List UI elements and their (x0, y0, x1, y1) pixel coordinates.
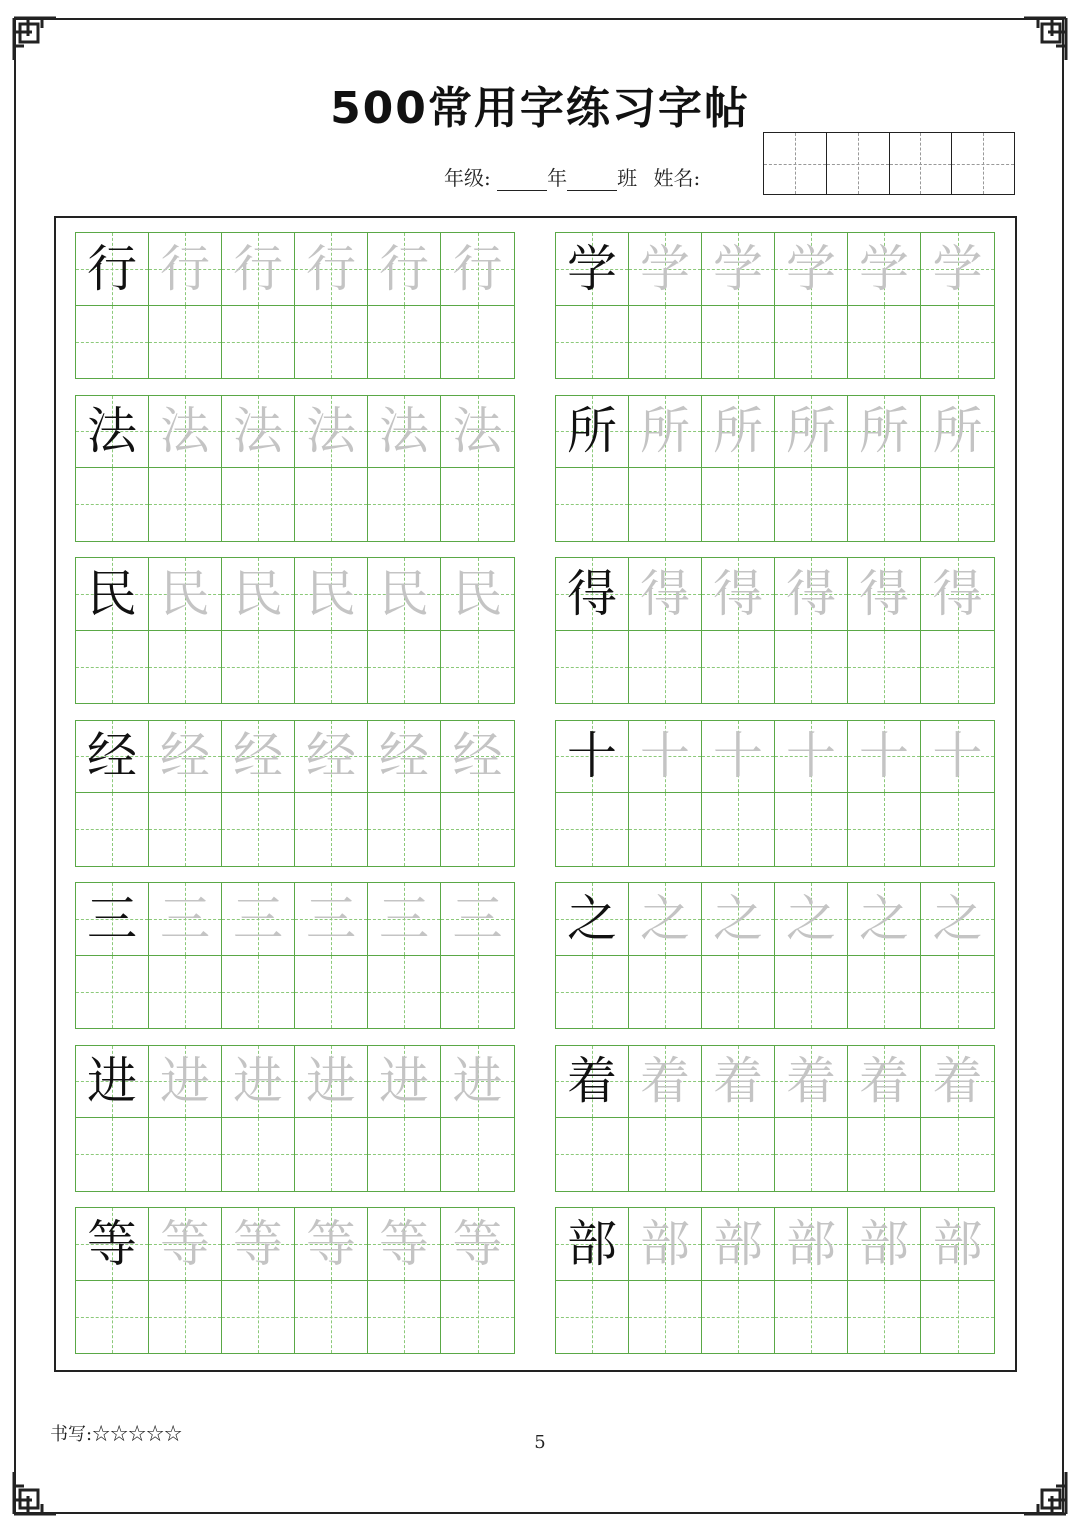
blank-practice-cell[interactable] (76, 1118, 149, 1191)
blank-practice-cell[interactable] (702, 793, 775, 866)
blank-practice-cell[interactable] (441, 306, 514, 379)
model-cell (76, 558, 149, 631)
trace-cell (368, 883, 441, 956)
trace-cell (775, 721, 848, 794)
blank-practice-cell[interactable] (441, 631, 514, 704)
name-box[interactable] (827, 133, 890, 194)
blank-practice-cell[interactable] (556, 793, 629, 866)
model-character: 三 (87, 889, 137, 948)
blank-practice-cell[interactable] (368, 306, 441, 379)
blank-practice-cell[interactable] (702, 468, 775, 541)
trace-character: 法 (306, 402, 356, 461)
trace-cell (368, 721, 441, 794)
blank-practice-cell[interactable] (848, 631, 921, 704)
blank-practice-cell[interactable] (556, 956, 629, 1029)
rating-label: 书写: (50, 1424, 93, 1445)
model-cell (76, 233, 149, 306)
practice-block-right-5 (555, 882, 995, 1029)
blank-practice-cell[interactable] (295, 1281, 368, 1354)
trace-character: 着 (786, 1052, 836, 1111)
trace-cell (629, 1046, 702, 1119)
trace-character: 学 (640, 239, 690, 298)
trace-character: 所 (786, 402, 836, 461)
trace-character: 十 (640, 727, 690, 786)
trace-cell (702, 721, 775, 794)
trace-cell (848, 1208, 921, 1281)
trace-character: 学 (932, 239, 983, 298)
name-box[interactable] (764, 133, 827, 194)
trace-character: 行 (233, 239, 283, 298)
blank-practice-cell[interactable] (775, 793, 848, 866)
model-character: 进 (87, 1052, 137, 1111)
blank-practice-cell[interactable] (921, 793, 994, 866)
practice-block-right-3 (555, 557, 995, 704)
practice-block-left-2 (75, 395, 515, 542)
trace-character: 十 (932, 727, 983, 786)
trace-character: 部 (640, 1214, 690, 1273)
blank-practice-cell[interactable] (368, 468, 441, 541)
trace-character: 得 (932, 564, 983, 623)
trace-cell (702, 1208, 775, 1281)
trace-cell (149, 1046, 222, 1119)
model-cell (76, 883, 149, 956)
trace-character: 十 (713, 727, 763, 786)
model-character: 等 (87, 1214, 137, 1273)
blank-practice-cell[interactable] (441, 793, 514, 866)
trace-character: 十 (786, 727, 836, 786)
trace-character: 进 (233, 1052, 283, 1111)
trace-cell (848, 721, 921, 794)
trace-character: 经 (233, 727, 283, 786)
blank-practice-cell[interactable] (149, 793, 222, 866)
trace-cell (222, 1208, 295, 1281)
blank-practice-cell[interactable] (295, 956, 368, 1029)
blank-practice-cell[interactable] (629, 1281, 702, 1354)
blank-practice-cell[interactable] (149, 956, 222, 1029)
blank-practice-cell[interactable] (921, 956, 994, 1029)
trace-cell (629, 558, 702, 631)
blank-practice-cell[interactable] (76, 793, 149, 866)
trace-character: 着 (932, 1052, 983, 1111)
blank-practice-cell[interactable] (149, 306, 222, 379)
blank-practice-cell[interactable] (368, 1118, 441, 1191)
trace-cell (149, 721, 222, 794)
trace-cell (629, 396, 702, 469)
trace-cell (775, 233, 848, 306)
blank-practice-cell[interactable] (702, 306, 775, 379)
practice-block-right-2 (555, 395, 995, 542)
trace-character: 部 (859, 1214, 909, 1273)
model-character: 之 (567, 889, 617, 948)
corner-ornament-bottom-left (12, 1470, 58, 1516)
trace-character: 之 (932, 889, 983, 948)
trace-cell (848, 233, 921, 306)
model-cell (556, 233, 629, 306)
blank-practice-cell[interactable] (848, 793, 921, 866)
blank-practice-cell[interactable] (848, 956, 921, 1029)
trace-cell (368, 396, 441, 469)
trace-cell (921, 1208, 994, 1281)
trace-character: 民 (306, 564, 356, 623)
trace-character: 行 (160, 239, 210, 298)
trace-character: 学 (859, 239, 909, 298)
blank-practice-cell[interactable] (222, 1281, 295, 1354)
trace-character: 得 (640, 564, 690, 623)
trace-character: 进 (306, 1052, 356, 1111)
trace-cell (629, 721, 702, 794)
trace-cell (921, 233, 994, 306)
year-label: 年 (547, 166, 568, 190)
trace-cell (921, 883, 994, 956)
blank-practice-cell[interactable] (556, 1118, 629, 1191)
trace-cell (775, 1208, 848, 1281)
trace-cell (921, 396, 994, 469)
model-character: 民 (87, 564, 137, 623)
trace-character: 学 (786, 239, 836, 298)
blank-practice-cell[interactable] (556, 468, 629, 541)
blank-practice-cell[interactable] (76, 468, 149, 541)
trace-character: 等 (306, 1214, 356, 1273)
model-character: 十 (567, 727, 617, 786)
trace-cell (368, 558, 441, 631)
model-cell (76, 1208, 149, 1281)
trace-cell (921, 1046, 994, 1119)
trace-character: 进 (160, 1052, 210, 1111)
practice-block-left-6 (75, 1045, 515, 1192)
blank-practice-cell[interactable] (848, 1118, 921, 1191)
blank-practice-cell[interactable] (76, 306, 149, 379)
blank-practice-cell[interactable] (702, 631, 775, 704)
name-writing-boxes[interactable] (763, 132, 1015, 195)
blank-practice-cell[interactable] (921, 631, 994, 704)
blank-practice-cell[interactable] (775, 468, 848, 541)
model-cell (556, 721, 629, 794)
trace-cell (368, 1208, 441, 1281)
trace-character: 所 (640, 402, 690, 461)
model-cell (556, 558, 629, 631)
trace-character: 三 (160, 889, 210, 948)
trace-character: 所 (932, 402, 983, 461)
blank-practice-cell[interactable] (775, 1281, 848, 1354)
trace-cell (775, 883, 848, 956)
model-cell (556, 883, 629, 956)
trace-character: 法 (233, 402, 283, 461)
blank-practice-cell[interactable] (629, 1118, 702, 1191)
blank-practice-cell[interactable] (222, 468, 295, 541)
trace-character: 得 (786, 564, 836, 623)
practice-block-left-5 (75, 882, 515, 1029)
blank-practice-cell[interactable] (775, 631, 848, 704)
trace-character: 得 (859, 564, 909, 623)
trace-cell (295, 558, 368, 631)
trace-cell (775, 1046, 848, 1119)
trace-cell (441, 233, 514, 306)
blank-practice-cell[interactable] (149, 631, 222, 704)
trace-character: 进 (379, 1052, 429, 1111)
page-number: 5 (534, 1432, 546, 1453)
practice-block-right-6 (555, 1045, 995, 1192)
trace-character: 行 (306, 239, 356, 298)
trace-cell (702, 233, 775, 306)
page-title: 500常用字练习字帖 (330, 83, 750, 134)
trace-cell (222, 558, 295, 631)
trace-cell (848, 558, 921, 631)
blank-practice-cell[interactable] (556, 306, 629, 379)
model-character: 学 (567, 239, 617, 298)
blank-practice-cell[interactable] (295, 306, 368, 379)
trace-character: 经 (452, 727, 503, 786)
trace-character: 之 (859, 889, 909, 948)
trace-character: 等 (233, 1214, 283, 1273)
blank-practice-cell[interactable] (441, 1118, 514, 1191)
trace-character: 着 (859, 1052, 909, 1111)
blank-practice-cell[interactable] (921, 306, 994, 379)
blank-practice-cell[interactable] (441, 1281, 514, 1354)
trace-cell (921, 721, 994, 794)
model-cell (76, 1046, 149, 1119)
blank-practice-cell[interactable] (921, 1281, 994, 1354)
trace-character: 三 (233, 889, 283, 948)
blank-practice-cell[interactable] (295, 793, 368, 866)
blank-practice-cell[interactable] (76, 1281, 149, 1354)
trace-character: 行 (452, 239, 503, 298)
model-character: 部 (567, 1214, 617, 1273)
blank-practice-cell[interactable] (848, 1281, 921, 1354)
trace-character: 行 (379, 239, 429, 298)
trace-character: 法 (379, 402, 429, 461)
trace-cell (295, 1046, 368, 1119)
rating-stars[interactable]: ☆☆☆☆☆ (92, 1424, 183, 1445)
trace-character: 三 (306, 889, 356, 948)
blank-practice-cell[interactable] (848, 306, 921, 379)
blank-practice-cell[interactable] (149, 468, 222, 541)
trace-cell (848, 396, 921, 469)
model-cell (76, 396, 149, 469)
blank-practice-cell[interactable] (629, 631, 702, 704)
trace-cell (441, 1208, 514, 1281)
blank-practice-cell[interactable] (149, 1118, 222, 1191)
model-character: 所 (567, 402, 617, 461)
blank-practice-cell[interactable] (629, 306, 702, 379)
grade-blank[interactable] (497, 170, 547, 191)
trace-character: 等 (452, 1214, 503, 1273)
trace-cell (441, 558, 514, 631)
trace-character: 进 (452, 1052, 503, 1111)
trace-cell (149, 883, 222, 956)
practice-block-right-1 (555, 232, 995, 379)
blank-practice-cell[interactable] (222, 306, 295, 379)
trace-character: 民 (160, 564, 210, 623)
model-character: 得 (567, 564, 617, 623)
trace-character: 所 (859, 402, 909, 461)
trace-cell (702, 883, 775, 956)
trace-cell (295, 883, 368, 956)
trace-character: 部 (786, 1214, 836, 1273)
blank-practice-cell[interactable] (629, 468, 702, 541)
trace-cell (149, 233, 222, 306)
practice-block-left-3 (75, 557, 515, 704)
blank-practice-cell[interactable] (921, 468, 994, 541)
practice-block-right-4 (555, 720, 995, 867)
practice-block-left-1 (75, 232, 515, 379)
name-label: 姓名: (653, 166, 701, 190)
trace-character: 等 (160, 1214, 210, 1273)
trace-cell (775, 558, 848, 631)
trace-character: 经 (379, 727, 429, 786)
blank-practice-cell[interactable] (775, 956, 848, 1029)
trace-character: 法 (452, 402, 503, 461)
trace-cell (441, 1046, 514, 1119)
trace-character: 法 (160, 402, 210, 461)
blank-practice-cell[interactable] (368, 956, 441, 1029)
blank-practice-cell[interactable] (775, 306, 848, 379)
practice-block-left-4 (75, 720, 515, 867)
trace-character: 部 (713, 1214, 763, 1273)
trace-cell (702, 1046, 775, 1119)
corner-ornament-top-right (1022, 16, 1068, 62)
blank-practice-cell[interactable] (702, 1118, 775, 1191)
blank-practice-cell[interactable] (295, 468, 368, 541)
practice-block-left-7 (75, 1207, 515, 1354)
trace-cell (222, 396, 295, 469)
corner-ornament-top-left (12, 16, 58, 62)
trace-cell (441, 396, 514, 469)
trace-character: 经 (306, 727, 356, 786)
model-cell (76, 721, 149, 794)
grade-label: 年级: (444, 166, 491, 190)
blank-practice-cell[interactable] (702, 1281, 775, 1354)
model-character: 行 (87, 239, 137, 298)
name-box[interactable] (952, 133, 1014, 194)
trace-character: 经 (160, 727, 210, 786)
trace-cell (629, 233, 702, 306)
class-label: 班 (617, 166, 638, 190)
trace-character: 着 (713, 1052, 763, 1111)
model-character: 经 (87, 727, 137, 786)
trace-character: 之 (640, 889, 690, 948)
trace-cell (775, 396, 848, 469)
trace-cell (848, 1046, 921, 1119)
blank-practice-cell[interactable] (76, 956, 149, 1029)
trace-cell (629, 1208, 702, 1281)
blank-practice-cell[interactable] (368, 1281, 441, 1354)
blank-practice-cell[interactable] (775, 1118, 848, 1191)
model-cell (556, 1046, 629, 1119)
trace-character: 之 (713, 889, 763, 948)
class-blank[interactable] (567, 170, 617, 191)
trace-cell (222, 721, 295, 794)
trace-cell (702, 558, 775, 631)
trace-cell (222, 883, 295, 956)
trace-character: 所 (713, 402, 763, 461)
blank-practice-cell[interactable] (222, 956, 295, 1029)
trace-character: 等 (379, 1214, 429, 1273)
trace-character: 部 (932, 1214, 983, 1273)
trace-cell (295, 1208, 368, 1281)
trace-cell (149, 1208, 222, 1281)
model-character: 法 (87, 402, 137, 461)
blank-practice-cell[interactable] (629, 793, 702, 866)
trace-cell (368, 233, 441, 306)
trace-cell (921, 558, 994, 631)
trace-character: 民 (379, 564, 429, 623)
trace-character: 三 (452, 889, 503, 948)
blank-practice-cell[interactable] (629, 956, 702, 1029)
blank-practice-cell[interactable] (702, 956, 775, 1029)
blank-practice-cell[interactable] (368, 631, 441, 704)
blank-practice-cell[interactable] (76, 631, 149, 704)
blank-practice-cell[interactable] (295, 631, 368, 704)
corner-ornament-bottom-right (1022, 1470, 1068, 1516)
student-info-line (444, 162, 700, 191)
blank-practice-cell[interactable] (441, 956, 514, 1029)
trace-character: 民 (452, 564, 503, 623)
trace-character: 之 (786, 889, 836, 948)
trace-character: 着 (640, 1052, 690, 1111)
trace-cell (702, 396, 775, 469)
trace-character: 学 (713, 239, 763, 298)
trace-character: 得 (713, 564, 763, 623)
trace-cell (295, 396, 368, 469)
trace-cell (295, 233, 368, 306)
trace-cell (368, 1046, 441, 1119)
trace-character: 十 (859, 727, 909, 786)
trace-cell (222, 1046, 295, 1119)
blank-practice-cell[interactable] (222, 1118, 295, 1191)
name-box[interactable] (890, 133, 953, 194)
model-cell (556, 396, 629, 469)
blank-practice-cell[interactable] (368, 793, 441, 866)
blank-practice-cell[interactable] (222, 631, 295, 704)
trace-character: 三 (379, 889, 429, 948)
model-character: 着 (567, 1052, 617, 1111)
trace-cell (149, 558, 222, 631)
blank-practice-cell[interactable] (848, 468, 921, 541)
blank-practice-cell[interactable] (556, 631, 629, 704)
practice-block-right-7 (555, 1207, 995, 1354)
trace-cell (295, 721, 368, 794)
blank-practice-cell[interactable] (222, 793, 295, 866)
blank-practice-cell[interactable] (441, 468, 514, 541)
blank-practice-cell[interactable] (556, 1281, 629, 1354)
trace-cell (441, 883, 514, 956)
trace-character: 民 (233, 564, 283, 623)
trace-cell (222, 233, 295, 306)
blank-practice-cell[interactable] (295, 1118, 368, 1191)
trace-cell (848, 883, 921, 956)
blank-practice-cell[interactable] (149, 1281, 222, 1354)
trace-cell (149, 396, 222, 469)
trace-cell (629, 883, 702, 956)
trace-cell (441, 721, 514, 794)
model-cell (556, 1208, 629, 1281)
blank-practice-cell[interactable] (921, 1118, 994, 1191)
